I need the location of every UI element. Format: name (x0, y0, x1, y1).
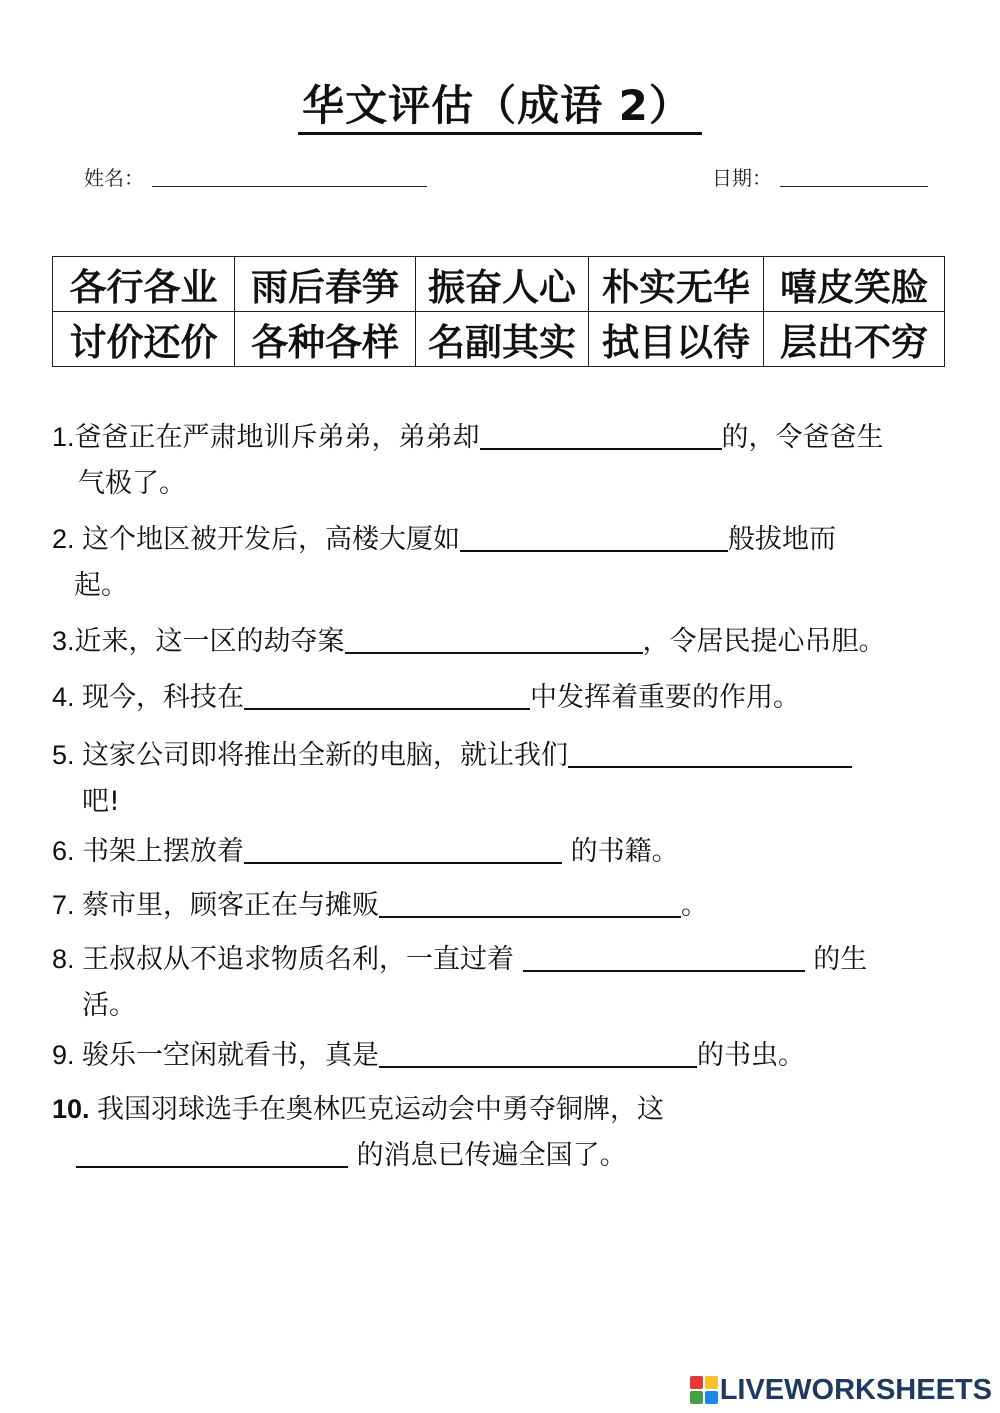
question-number: 3. (52, 626, 75, 656)
question-text: 起。 (74, 570, 128, 601)
question-6 (52, 828, 957, 875)
answer-blank[interactable] (460, 518, 728, 552)
idiom-table (52, 256, 945, 367)
question-number: 6. (52, 836, 83, 866)
answer-blank[interactable] (76, 1134, 348, 1168)
question-number: 7. (52, 890, 83, 920)
question-text: 爸爸正在严肃地训斥弟弟，弟弟却 (74, 422, 480, 453)
date-label: 日期： (712, 166, 772, 190)
question-text: 般拔地而 (728, 524, 837, 555)
question-number: 10. (52, 1094, 98, 1124)
answer-blank[interactable] (523, 938, 805, 972)
question-text: 。 (681, 890, 709, 921)
idiom-cell: 朴实无华 (589, 257, 764, 312)
idiom-cell: 各种各样 (235, 312, 416, 367)
idiom-cell: 雨后春笋 (235, 257, 416, 312)
name-label: 姓名： (84, 166, 144, 190)
idiom-cell: 讨价还价 (53, 312, 235, 367)
question-text: 的消息已传遍全国了。 (348, 1140, 627, 1171)
brand-name: LIVEWORKSHEETS (719, 1373, 992, 1406)
answer-blank[interactable] (244, 830, 562, 864)
question-text: 活。 (82, 990, 136, 1021)
question-text: 书架上摆放着 (82, 836, 245, 867)
question-5 (52, 732, 957, 825)
question-text: 的，令爸爸生 (721, 422, 884, 453)
idiom-cell: 各行各业 (53, 257, 235, 312)
question-text: 气极了。 (78, 468, 186, 499)
date-field[interactable] (780, 186, 928, 187)
idiom-cell: 拭目以待 (589, 312, 764, 367)
answer-blank[interactable] (345, 620, 643, 654)
question-text: 现今，科技在 (82, 682, 245, 713)
question-text: 蔡市里，顾客正在与摊贩 (82, 890, 380, 921)
question-text: ，令居民提心吊胆。 (642, 626, 886, 657)
question-text: 这家公司即将推出全新的电脑，就让我们 (82, 740, 569, 771)
question-text: 近来，这一区的劫夺案 (74, 626, 345, 657)
name-field[interactable] (152, 186, 427, 187)
question-9 (52, 1032, 957, 1079)
answer-blank[interactable] (244, 676, 530, 710)
question-text: 王叔叔从不追求物质名利，一直过着 (82, 944, 523, 975)
question-7 (52, 882, 957, 929)
question-text: 的书虫。 (697, 1040, 806, 1071)
question-text: 吧! (82, 786, 120, 817)
question-1 (52, 414, 957, 507)
question-4 (52, 674, 957, 721)
question-number: 5. (52, 740, 83, 770)
idiom-row (53, 312, 945, 367)
question-text: 骏乐一空闲就看书，真是 (82, 1040, 380, 1071)
liveworksheets-logo (690, 1373, 992, 1407)
question-8 (52, 936, 957, 1029)
title-text: 华文评估（成语 2） (298, 81, 702, 135)
idiom-cell: 层出不穷 (764, 312, 945, 367)
question-number: 8. (52, 944, 83, 974)
logo-blocks-icon (690, 1376, 718, 1404)
question-text: 的生 (804, 944, 868, 975)
question-3 (52, 618, 957, 665)
question-text: 这个地区被开发后，高楼大厦如 (82, 524, 461, 555)
answer-blank[interactable] (568, 734, 852, 768)
question-text: 的书籍。 (562, 836, 679, 867)
worksheet-title (0, 78, 1000, 134)
answer-blank[interactable] (379, 884, 681, 918)
answer-blank[interactable] (379, 1034, 697, 1068)
question-number: 2. (52, 524, 83, 554)
idiom-row (53, 257, 945, 312)
question-text: 我国羽球选手在奥林匹克运动会中勇夺铜牌，这 (97, 1094, 665, 1125)
idiom-cell: 嘻皮笑脸 (764, 257, 945, 312)
idiom-cell: 名副其实 (416, 312, 589, 367)
question-text: 中发挥着重要的作用。 (530, 682, 801, 713)
question-number: 4. (52, 682, 83, 712)
question-number: 9. (52, 1040, 83, 1070)
question-10 (52, 1086, 957, 1179)
question-number: 1. (52, 422, 75, 452)
question-2 (52, 516, 957, 609)
answer-blank[interactable] (480, 416, 722, 450)
idiom-cell: 振奋人心 (416, 257, 589, 312)
